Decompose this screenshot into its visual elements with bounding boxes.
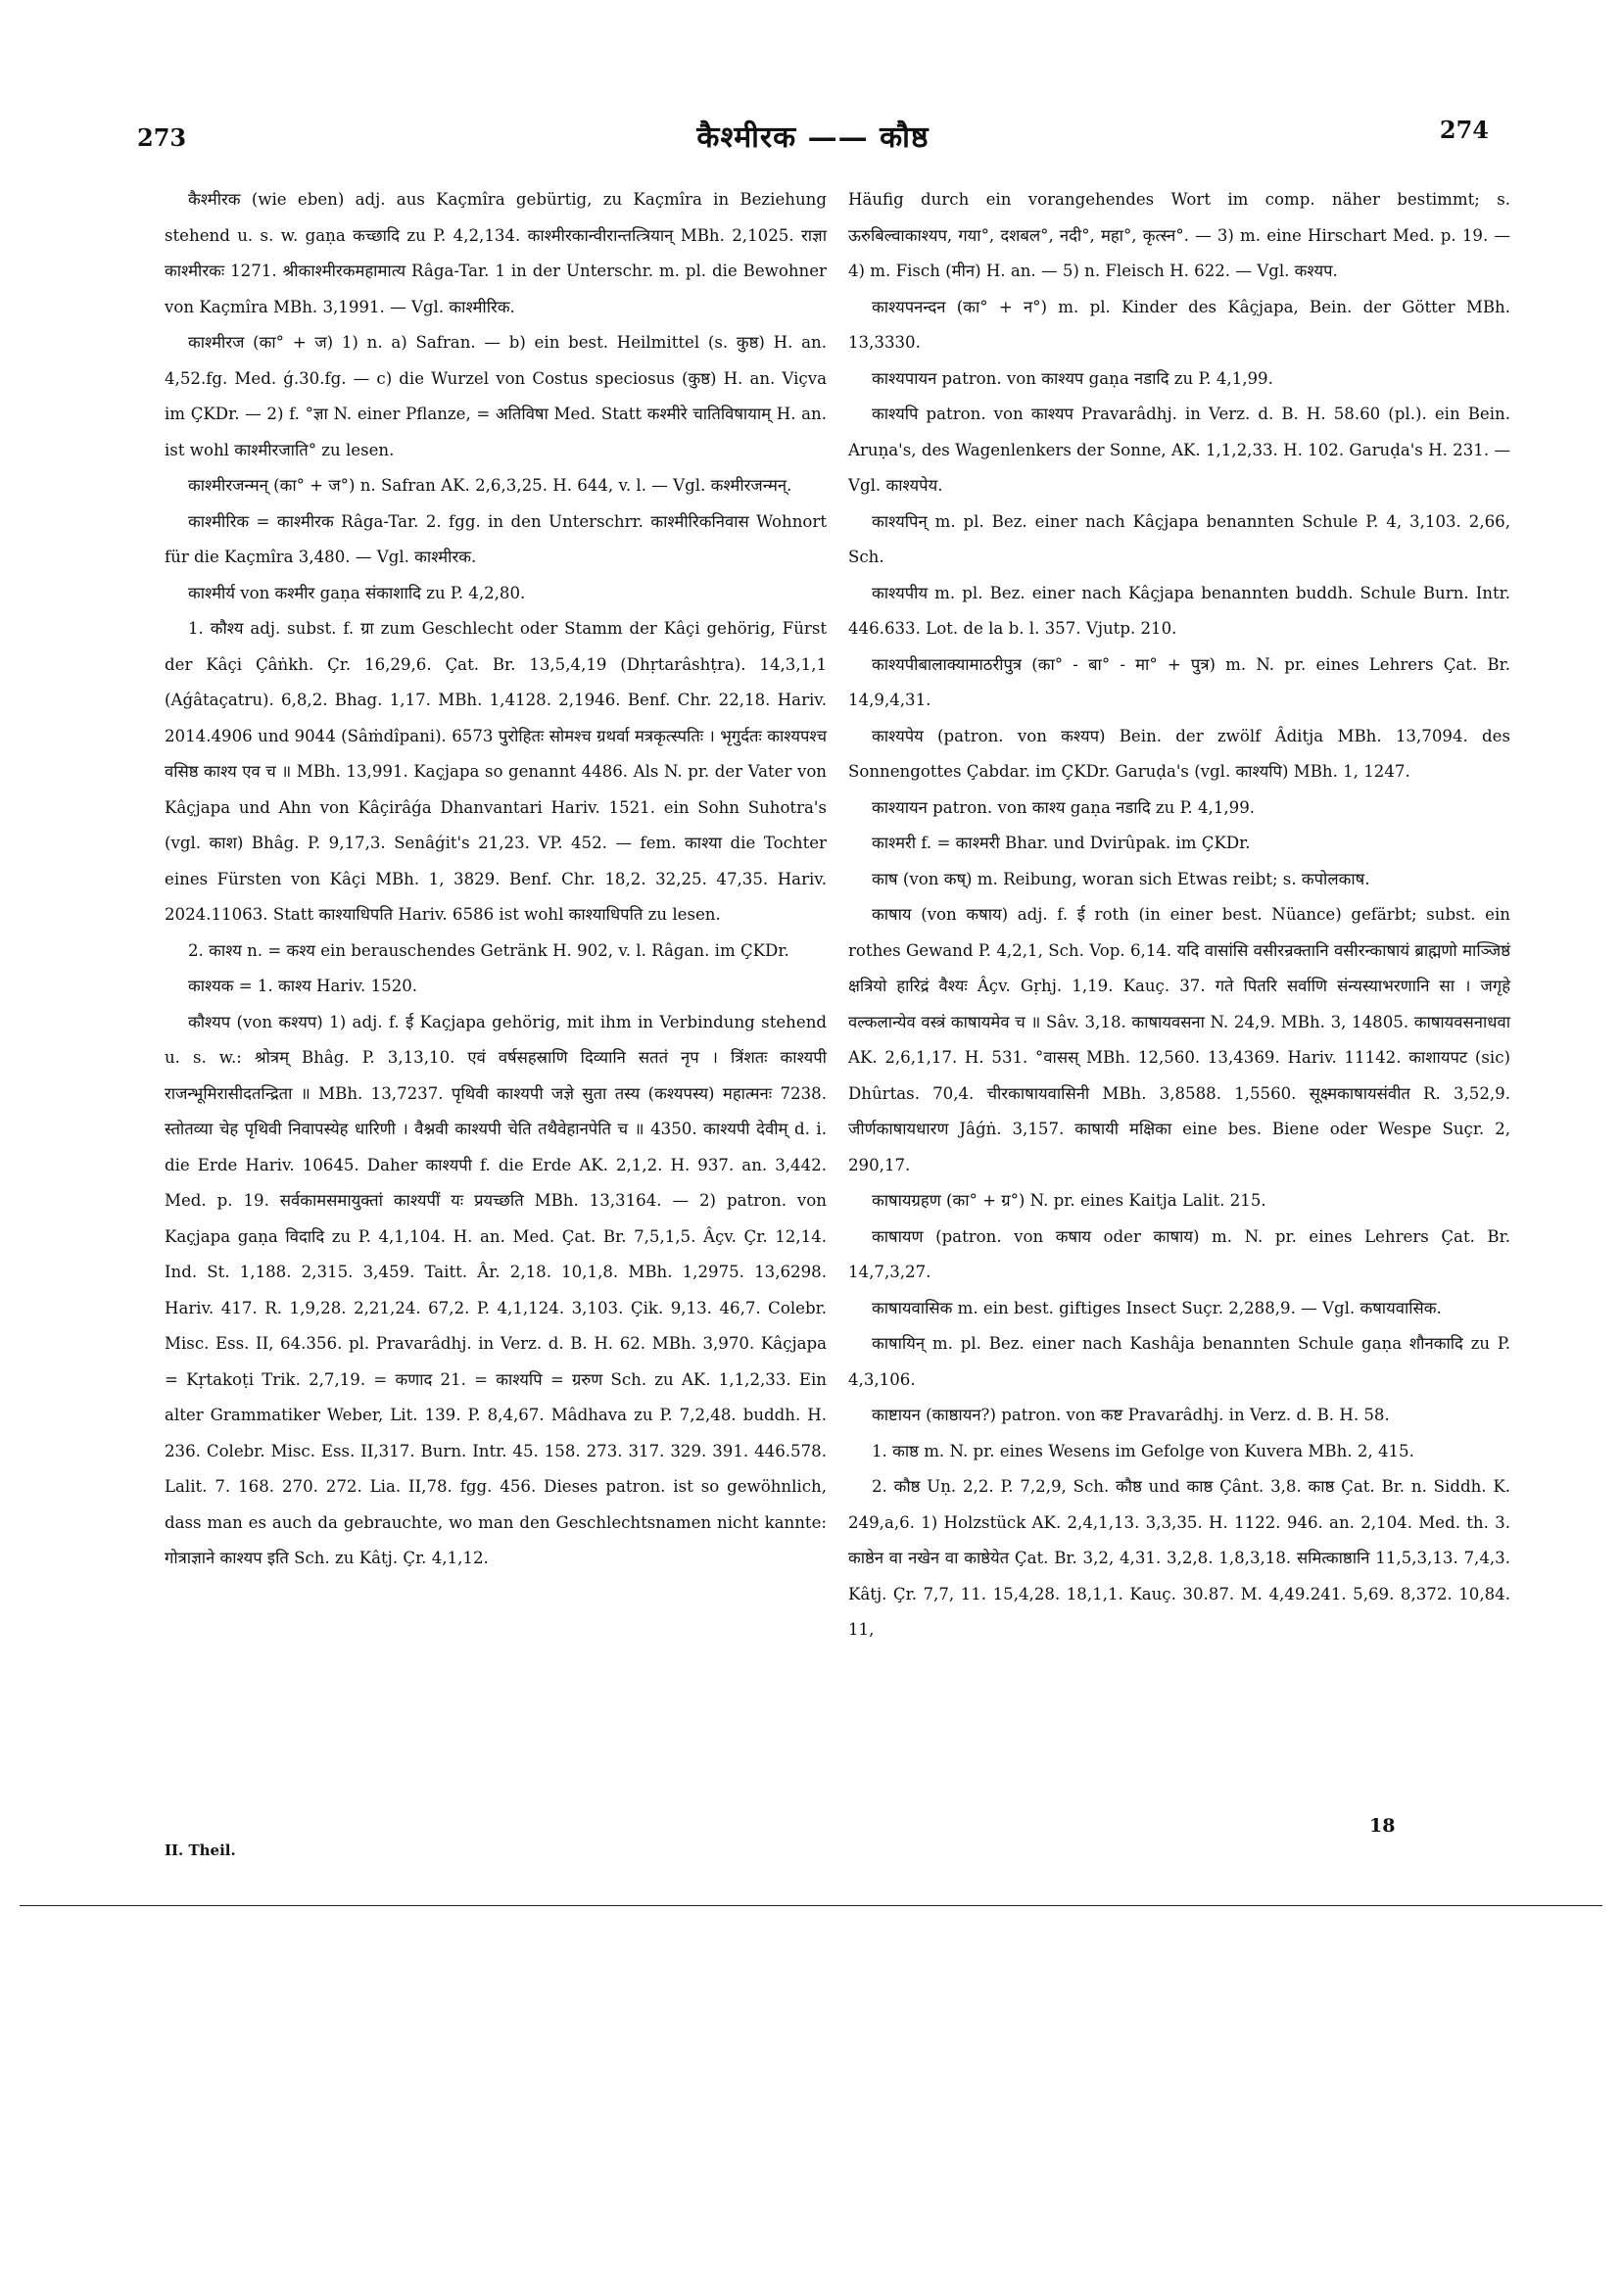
dictionary-entry: काष्टायन (काष्ठायन?) patron. von कष्ट Pravarâdhj. in Verz. d. B. H. 58. — [872, 1406, 1390, 1424]
dictionary-entry: काश्यक = 1. काश्य Hariv. 1520. — [188, 977, 418, 995]
left-column — [165, 182, 827, 1577]
dictionary-entry: काश्यपि patron. von काश्यप Pravarâdhj. in Verz. d. B. H. 58.60 (pl.). ein Bein. Aruṇa's, des Wagenlenkers der Sonne, AK. 1,1,2,33. H. 102. Garuḍa's H. 231. — Vgl. काश्यपेय. — [848, 405, 1510, 495]
dictionary-entry: 2. कौष्ठ Uṇ. 2,2. P. 7,2,9, Sch. कौष्ठ und काष्ठ Çânt. 3,8. काष्ठ Çat. Br. n. Siddh. K. 249,a,6. 1) Holzstück AK. 2,4,1,13. 3,3,35. H. 1122. 946. an. 2,104. Med. th. 3. काष्ठेन वा नखेन वा काष्ठेयेत Çat. Br. 3,2, 4,31. 3,2,8. 1,8,3,18. समित्काष्ठानि 11,5,3,13. 7,4,3. Kâtj. Çr. 7,7, 11. 15,4,28. 18,1,1. Kauç. 30.87. M. 4,49.241. 5,69. 8,372. 10,84. 11, — [848, 1477, 1510, 1639]
dictionary-entry: काश्यायन patron. von काश्य gaṇa नडादि zu P. 4,1,99. — [872, 797, 1256, 817]
right-column — [848, 182, 1510, 1649]
dictionary-entry: काषायग्रहण (का° + ग्र°) N. pr. eines Kaitja Lalit. 215. — [872, 1191, 1266, 1210]
bottom-rule — [20, 1905, 1602, 1906]
running-title: कैश्मीरक —— कौष्ठ — [696, 120, 930, 155]
dictionary-entry: काश्मीरजन्मन् (का° + ज°) n. Safran AK. 2,6,3,25. H. 644, v. l. — Vgl. कश्मीरजन्मन्. — [188, 476, 792, 495]
dictionary-entry: 1. काष्ठ m. N. pr. eines Wesens im Gefolge von Kuvera MBh. 2, 415. — [872, 1441, 1414, 1460]
dictionary-entry: काश्यपनन्दन (का° + न°) m. pl. Kinder des Kâçjapa, Bein. der Götter MBh. 13,3330. — [848, 297, 1510, 352]
dictionary-entry: कैश्मीरक (wie eben) adj. aus Kaçmîra gebürtig, zu Kaçmîra in Beziehung stehend u. s. w. gaṇa कच्छादि zu P. 4,2,134. काश्मीरकान्वीरान्तत्त्रियान् MBh. 2,1025. राज्ञा काश्मीरकः 1271. श्रीकाश्मीरकमहामात्य Râga-Tar. 1 in der Unterschr. m. pl. die Bewohner von Kaçmîra MBh. 3,1991. — Vgl. काश्मीरिक. — [165, 190, 827, 316]
dictionary-entry: काश्यपायन patron. von काश्यप gaṇa नडादि zu P. 4,1,99. — [872, 368, 1273, 388]
dictionary-entry: 1. कौश्य adj. subst. f. ग्रा zum Geschlecht oder Stamm der Kâçi gehörig, Fürst der Kâçi Çâṅkh. Çr. 16,29,6. Çat. Br. 13,5,4,19 (Dhṛtarâshṭra). 14,3,1,1 (Aǵâtaçatru). 6,8,2. Bhag. 1,17. MBh. 1,4128. 2,1946. Benf. Chr. 22,18. Hariv. 2014.4906 und 9044 (Sâṁdîpani). 6573 पुरोहितः सोमश्च ग्रथर्वा मत्रकृत्स्पतिः । भृगुर्दतः काश्यपश्च वसिष्ठ काश्य एव च ॥ MBh. 13,991. Kaçjapa so genannt 4486. Als N. pr. der Vater von Kâçjapa und Ahn von Kâçirâǵa Dhanvantari Hariv. 1521. ein Sohn Suhotra's (vgl. काश) Bhâg. P. 9,17,3. Senâǵit's 21,23. VP. 452. — fem. काश्या die Tochter eines Fürsten von Kâçi MBh. 1, 3829. Benf. Chr. 18,2. 32,25. 47,35. Hariv. 2024.11063. Statt काश्याधिपति Hariv. 6586 ist wohl काश्याधिपति zu lesen. — [165, 619, 827, 924]
dictionary-entry: काष (von कष्) m. Reibung, woran sich Etwas reibt; s. कपोलकाष. — [872, 869, 1370, 888]
dictionary-entry: काषायिन् m. pl. Bez. einer nach Kashâja benannten Schule gaṇa शौनकादि zu P. 4,3,106. — [848, 1334, 1510, 1389]
dictionary-entry-continued: Häufig durch ein vorangehendes Wort im comp. näher bestimmt; s. ऊरुबिल्वाकाश्यप, गया°, दशबल°, नदी°, महा°, कृत्स्न°. — 3) m. eine Hirschart Med. p. 19. — 4) m. Fisch (मीन) H. an. — 5) n. Fleisch H. 622. — Vgl. कश्यप. — [848, 190, 1510, 280]
dictionary-entry: काषायण (patron. von कषाय oder काषाय) m. N. pr. eines Lehrers Çat. Br. 14,7,3,27. — [848, 1226, 1510, 1281]
dictionary-entry: काश्मीरज (का° + ज) 1) n. a) Safran. — b) ein best. Heilmittel (s. कुष्ठ) H. an. 4,52.fg. Med. ǵ.30.fg. — c) die Wurzel von Costus speciosus (कुष्ठ) H. an. Viçva im ÇKDr. — 2) f. °ज्ञा N. einer Pflanze, = अतिविषा Med. Statt कश्मीरे चातिविषायाम् H. an. ist wohl काश्मीरजाति° zu lesen. — [165, 333, 827, 459]
volume-footer: II. Theil. — [165, 1842, 236, 1859]
signature-mark: 18 — [1369, 1815, 1396, 1837]
dictionary-entry: काश्मीरिक = काश्मीरक Râga-Tar. 2. fgg. in den Unterschrr. काश्मीरिकनिवास Wohnort für die Kaçmîra 3,480. — Vgl. काश्मीरक. — [165, 511, 827, 566]
page-number-left: 273 — [137, 123, 187, 152]
dictionary-entry: काश्यपीबालाक्यामाठरीपुत्र (का° - बा° - मा° + पुत्र) m. N. pr. eines Lehrers Çat. Br. 14,9,4,31. — [848, 654, 1510, 709]
dictionary-entry: काश्यपेय (patron. von कश्यप) Bein. der zwölf Âditja MBh. 13,7094. des Sonnengottes Çabdar. im ÇKDr. Garuḍa's (vgl. काश्यपि) MBh. 1, 1247. — [848, 726, 1510, 781]
dictionary-entry: काश्यपिन् m. pl. Bez. einer nach Kâçjapa benannten Schule P. 4, 3,103. 2,66, Sch. — [848, 511, 1510, 566]
dictionary-entry: काश्मीर्य von कश्मीर gaṇa संकाशादि zu P. 4,2,80. — [188, 583, 526, 602]
dictionary-entry: 2. काश्य n. = कश्य ein berauschendes Getränk H. 902, v. l. Râgan. im ÇKDr. — [188, 940, 789, 960]
dictionary-entry: कौश्यप (von कश्यप) 1) adj. f. ई Kaçjapa gehörig, mit ihm in Verbindung stehend u. s. w.: श्रोत्रम् Bhâg. P. 3,13,10. एवं वर्षसहस्राणि दिव्यानि सततं नृप । त्रिंशतः काश्यपी राजन्भूमिरासीदतन्द्रिता ॥ MBh. 13,7237. पृथिवी काश्यपी जज्ञे सुता तस्य (कश्यपस्य) महात्मनः 7238. स्तोतव्या चेह पृथिवी निवापस्येह धारिणी । वैश्नवी काश्यपी चेति तथैवेहानपेति च ॥ 4350. काश्यपी देवीम् d. i. die Erde Hariv. 10645. Daher काश्यपी f. die Erde AK. 2,1,2. H. 937. an. 3,442. Med. p. 19. सर्वकामसमायुक्तां काश्यपीं यः प्रयच्छति MBh. 13,3164. — 2) patron. von Kaçjapa gaṇa विदादि zu P. 4,1,104. H. an. Med. Çat. Br. 7,5,1,5. Âçv. Çr. 12,14. Ind. St. 1,188. 2,315. 3,459. Taitt. Âr. 2,18. 10,1,8. MBh. 1,2975. 13,6298. Hariv. 417. R. 1,9,28. 2,21,24. 67,2. P. 4,1,124. 3,103. Çik. 9,13. 46,7. Colebr. Misc. Ess. II, 64.356. pl. Pravarâdhj. in Verz. d. B. H. 62. MBh. 3,970. Kâçjapa = Kṛtakoṭi Trik. 2,7,19. = कणाद 21. = काश्यपि = ग्ररुण Sch. zu AK. 1,1,2,33. Ein alter Grammatiker Weber, Lit. 139. P. 8,4,67. Mâdhava zu P. 7,2,48. buddh. H. 236. Colebr. Misc. Ess. II,317. Burn. Intr. 45. 158. 273. 317. 329. 391. 446.578. Lalit. 7. 168. 270. 272. Lia. II,78. fgg. 456. Dieses patron. ist so gewöhnlich, dass man es auch da gebrauchte, wo man den Geschlechtsnamen nicht kannte: गोत्राज्ञाने काश्यप इति Sch. zu Kâtj. Çr. 4,1,12. — [165, 1012, 827, 1567]
dictionary-entry: काषायवासिक m. ein best. giftiges Insect Suçr. 2,288,9. — Vgl. कषायवासिक. — [872, 1298, 1442, 1317]
page-number-right: 274 — [1439, 116, 1489, 144]
page-header — [137, 116, 1489, 165]
dictionary-entry: काषाय (von कषाय) adj. f. ई roth (in einer best. Nüance) gefärbt; subst. ein rothes Gewand P. 4,2,1, Sch. Vop. 6,14. यदि वासांसि वसीरन्रक्तानि वसीरन्काषायं ब्राह्मणो माञ्जिष्ठं क्षत्रियो हारिद्रं वैश्यः Âçv. Gṛhj. 1,19. Kauç. 37. गते पितरि सर्वाणि संन्यस्याभरणानि सा । जगृहे वल्कलान्येव वस्त्रं काषायमेव च ॥ Sâv. 3,18. काषायवसना N. 24,9. MBh. 3, 14805. काषायवसनाधवा AK. 2,6,1,17. H. 531. °वासस् MBh. 12,560. 13,4369. Hariv. 11142. काशायपट (sic) Dhûrtas. 70,4. चीरकाषायवासिनी MBh. 3,8588. 1,5560. सूक्ष्मकाषायसंवीत R. 3,52,9. जीर्णकाषायधारण Jâǵṅ. 3,157. काषायी मक्षिका eine bes. Biene oder Wespe Suçr. 2, 290,17. — [848, 905, 1510, 1174]
dictionary-entry: काश्यपीय m. pl. Bez. einer nach Kâçjapa benannten buddh. Schule Burn. Intr. 446.633. Lot. de la b. l. 357. Vjutp. 210. — [848, 583, 1510, 638]
dictionary-entry: काश्मरी f. = काश्मरी Bhar. und Dvirûpak. im ÇKDr. — [872, 834, 1251, 852]
